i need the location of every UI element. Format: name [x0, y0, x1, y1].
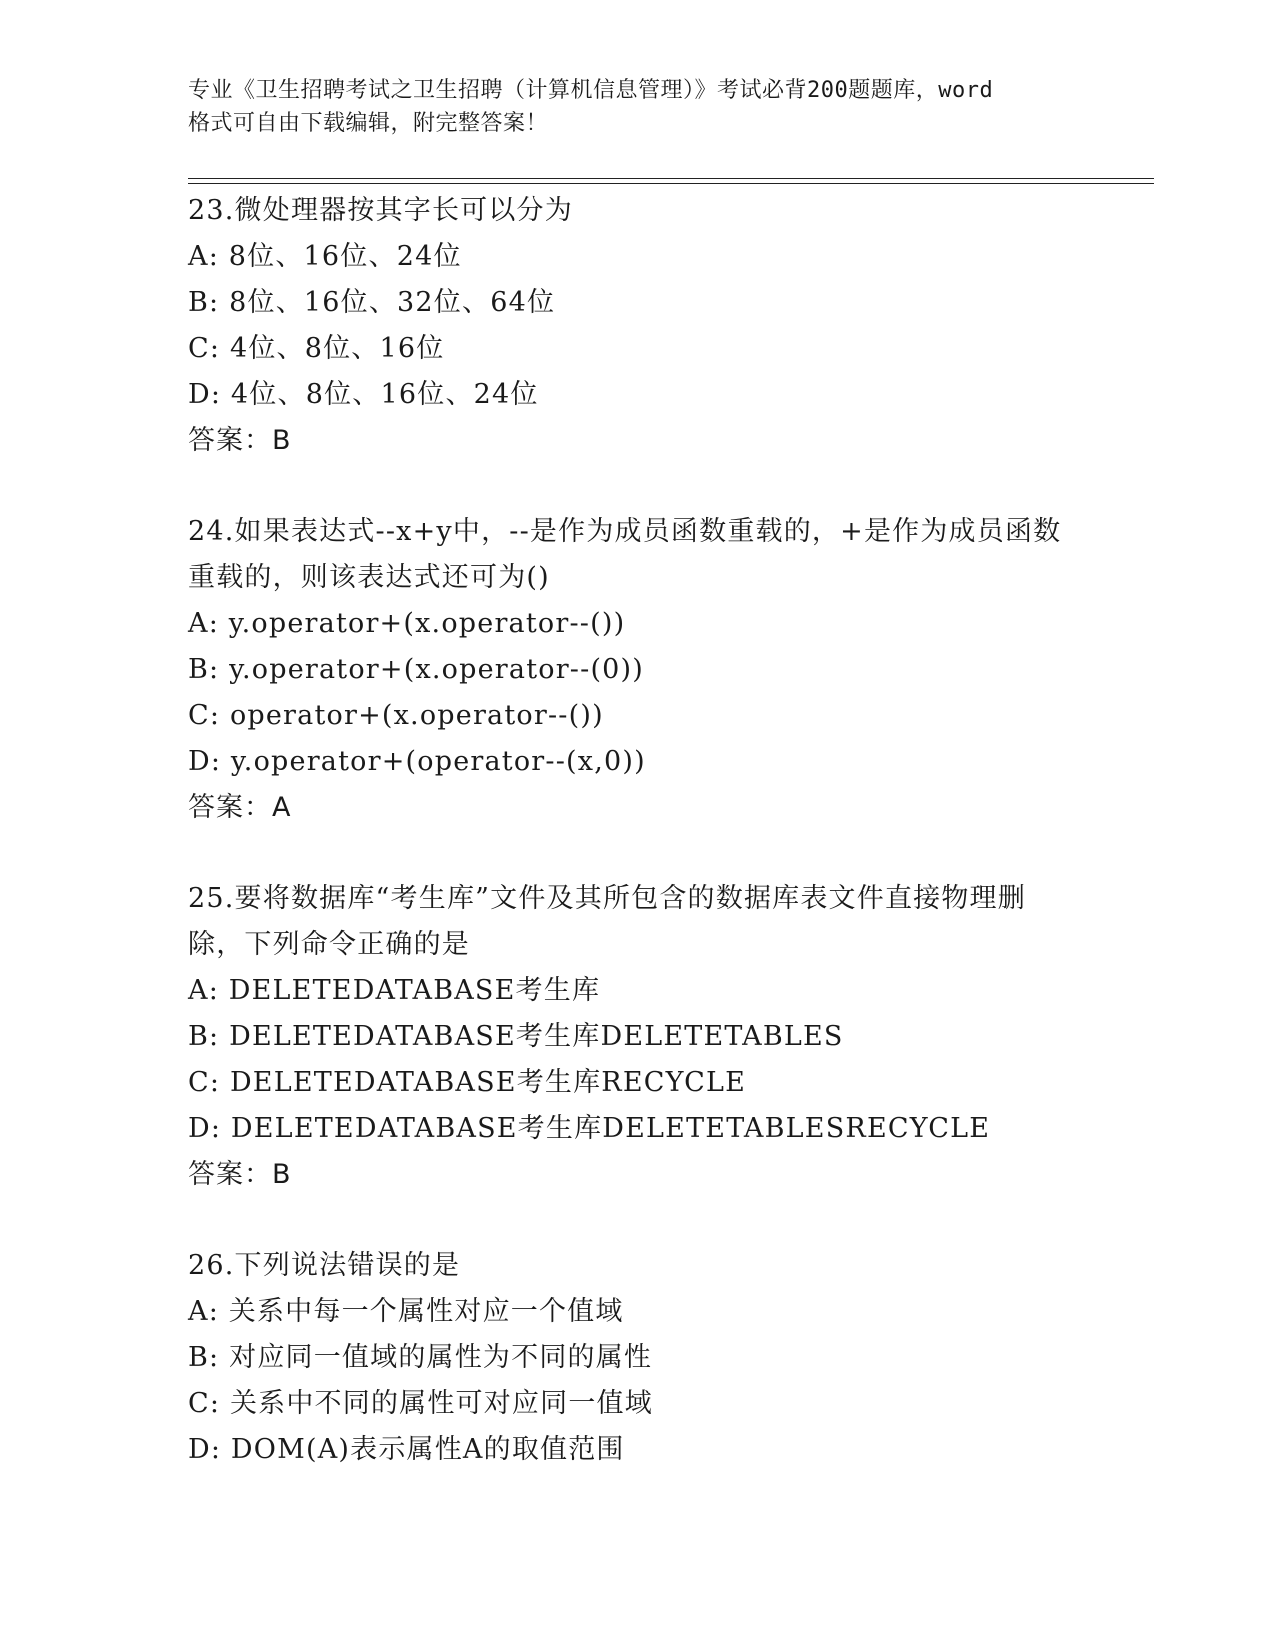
- option-b: B: DELETEDATABASE考生库DELETETABLES: [188, 1021, 844, 1052]
- answer-text: 答案：B: [188, 425, 292, 456]
- question-text: 23.微处理器按其字长可以分为: [188, 195, 573, 226]
- option-c: C: DELETEDATABASE考生库RECYCLE: [188, 1067, 747, 1098]
- option-a: A: 关系中每一个属性对应一个值域: [188, 1296, 624, 1327]
- document-header: [188, 74, 1088, 140]
- option-d: D: DELETEDATABASE考生库DELETETABLESRECYCLE: [188, 1113, 991, 1144]
- question-text-continued: 除，下列命令正确的是: [188, 929, 470, 960]
- question-block: [188, 876, 1088, 1198]
- header-line-1: 专业《卫生招聘考试之卫生招聘（计算机信息管理）》考试必背200题题库，word: [188, 78, 994, 103]
- option-c: C: 关系中不同的属性可对应同一值域: [188, 1388, 653, 1419]
- option-a: A: DELETEDATABASE考生库: [188, 975, 601, 1006]
- option-d: D: DOM(A)表示属性A的取值范围: [188, 1434, 625, 1465]
- answer-text: 答案：B: [188, 1159, 292, 1190]
- answer-text: 答案：A: [188, 792, 292, 823]
- option-c: C: operator+(x.operator--()): [188, 700, 604, 731]
- option-c: C: 4位、8位、16位: [188, 333, 445, 364]
- question-block: [188, 509, 1088, 831]
- header-line-2: 格式可自由下载编辑，附完整答案！: [188, 111, 549, 136]
- option-d: D: 4位、8位、16位、24位: [188, 379, 539, 410]
- option-b: B: 对应同一值域的属性为不同的属性: [188, 1342, 653, 1373]
- question-text: 26.下列说法错误的是: [188, 1250, 461, 1281]
- option-b: B: 8位、16位、32位、64位: [188, 287, 556, 318]
- question-block: [188, 188, 1088, 464]
- option-b: B: y.operator+(x.operator--(0)): [188, 654, 645, 685]
- header-divider-bottom: [188, 183, 1154, 184]
- option-a: A: y.operator+(x.operator--()): [188, 608, 626, 639]
- question-block: [188, 1243, 1088, 1473]
- option-d: D: y.operator+(operator--(x,0)): [188, 746, 646, 777]
- question-text: 25.要将数据库“考生库”文件及其所包含的数据库表文件直接物理删: [188, 883, 1026, 914]
- question-text-continued: 重载的，则该表达式还可为(): [188, 562, 550, 593]
- question-text: 24.如果表达式--x+y中，--是作为成员函数重载的，+是作为成员函数: [188, 516, 1062, 547]
- header-divider-top: [188, 178, 1154, 179]
- option-a: A: 8位、16位、24位: [188, 241, 462, 272]
- question-list: [188, 188, 1088, 1473]
